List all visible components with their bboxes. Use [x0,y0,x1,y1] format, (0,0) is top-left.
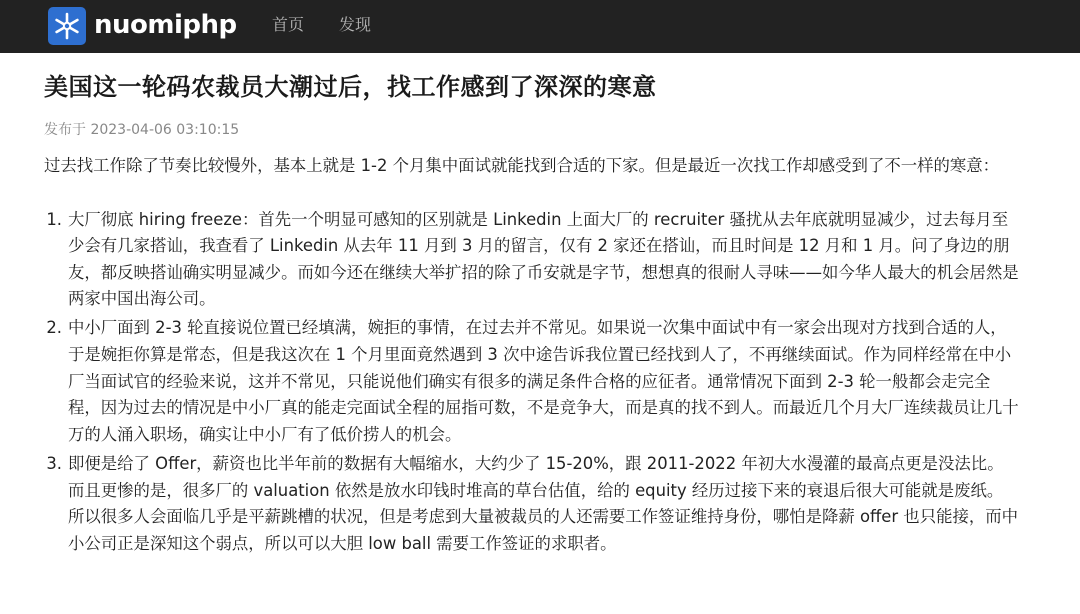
list-number: 2. [46,318,62,338]
article-title: 美国这一轮码农裁员大潮过后，找工作感到了深深的寒意 [44,73,657,101]
snowflake-icon [52,11,82,41]
list-item [46,315,1019,448]
list-item-text: 大厂彻底 hiring freeze：首先一个明显可感知的区别就是 Linkedin 上面大厂的 recruiter 骚扰从去年底就明显减少，过去每月至少会有几家搭讪，我查看了 Linkedin 从去年 11 月到 3 月的留言，仅有 2 家还在搭讪，而且时间是 12 月和 1 月。问了身边的朋友，都反映搭讪确实明显减少。而如今还在继续大举扩招的除了币安就是字节，想想真的很耐人寻味——如今华人最大的机会居然是两家中国出海公司。 [68,209,1019,309]
intro-paragraph: 过去找工作除了节奏比较慢外，基本上就是 1-2 个月集中面试就能找到合适的下家。但是最近一次找工作却感受到了不一样的寒意： [44,156,1000,175]
list-item [46,207,1019,313]
list-number: 1. [46,209,62,229]
logo[interactable] [48,7,86,45]
list-item-text: 即便是给了 Offer，薪资也比半年前的数据有大幅缩水，大约少了 15-20%，跟 2011-2022 年初大水漫灌的最高点更是没法比。而且更惨的是，很多厂的 valuation 依然是放水印钱时堆高的草台估值，给的 equity 经历过接下来的衰退后很大可能就是废纸。所以很多人会面临几乎是平薪跳槽的状况，但是考虑到大量被裁员的人还需要工作签证维持身份，哪怕是降薪 offer 也只能接，而中小公司正是深知这个弱点，所以可以大胆 low ball 需要工作签证的求职者。 [68,453,1019,553]
article-body [44,153,1019,560]
list-number: 3. [46,453,62,473]
list-item [46,451,1019,557]
nav-home-link[interactable]: 首页 [272,15,305,34]
nav-discover-link[interactable]: 发现 [339,15,372,34]
top-navbar [0,0,1080,53]
brand-name[interactable]: nuomiphp [94,10,237,40]
point-list [44,207,1019,558]
publish-date: 发布于 2023-04-06 03:10:15 [44,122,240,138]
list-item-text: 中小厂面到 2-3 轮直接说位置已经填满，婉拒的事情，在过去并不常见。如果说一次集中面试中有一家会出现对方找到合适的人，于是婉拒你算是常态，但是我这次在 1 个月里面竟然遇到 3 次中途告诉我位置已经找到人了，不再继续面试。作为同样经常在中小厂当面试官的经验来说，这并不常见，只能说他们确实有很多的满足条件合格的应征者。通常情况下面到 2-3 轮一般都会走完全程，因为过去的情况是中小厂真的能走完面试全程的屈指可数，不是竞争大，而是真的找不到人。而最近几个月大厂连续裁员让几十万的人涌入职场，确实让中小厂有了低价捞人的机会。 [68,318,1019,444]
